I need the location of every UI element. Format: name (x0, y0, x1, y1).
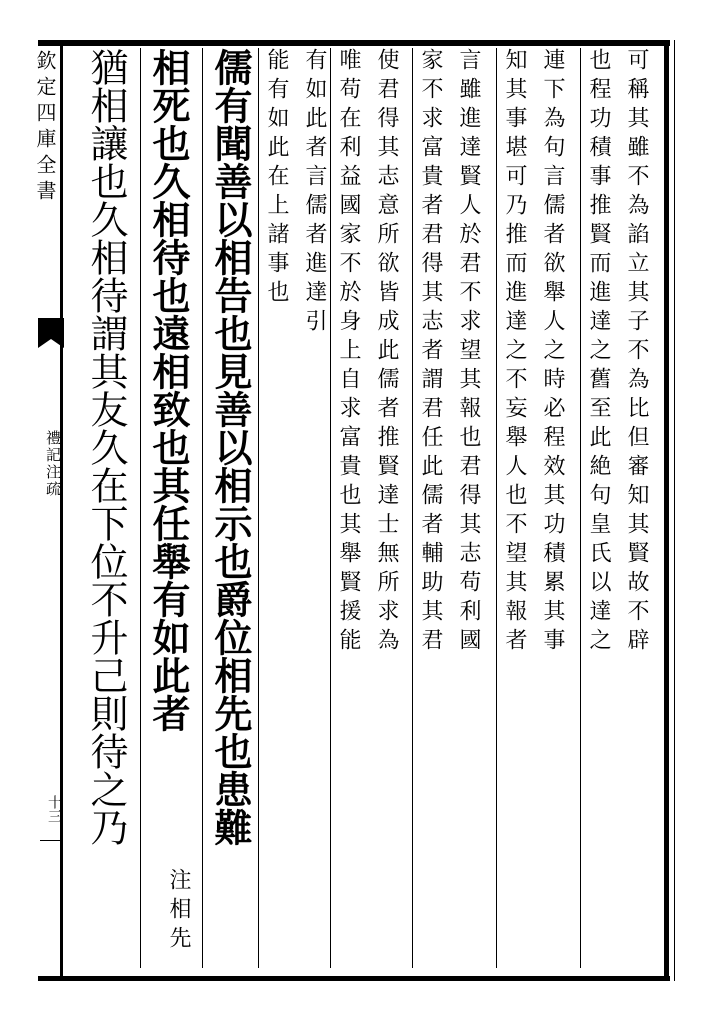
page-number-rule (40, 840, 62, 841)
text-column: 唯苟在利益國家不於身上自求富貴也其舉賢援能 (336, 48, 361, 657)
text-column: 可稱其雖不為諂立其子不為比但審知其賢故不辟 (624, 48, 649, 657)
frame-right-border (664, 40, 669, 981)
text-column: 知其事堪可乃推而進達之不妄舉人也不望其報者 (502, 48, 527, 657)
column-divider (140, 48, 141, 968)
text-column: 也程功積事推賢而進達之舊至此絶句皇氏以達之 (586, 48, 611, 657)
page-number: 十三 (46, 795, 62, 823)
book-title: 欽定四庫全書 (33, 50, 57, 206)
note-marker: 注相先 (166, 868, 191, 955)
column-divider (258, 48, 259, 968)
text-column: 能有如此在上諸事也 (264, 48, 289, 309)
column-divider (412, 48, 413, 968)
main-text-column: 相死也久相待也遠相致也其任舉有如此者 (146, 48, 191, 732)
text-column: 言雖進達賢人於君不求望其報也君得其志苟利國 (456, 48, 481, 657)
column-divider (496, 48, 497, 968)
text-column: 家不求富貴者君得其志者謂君任此儒者輔助其君 (418, 48, 443, 657)
section-title: 禮記注疏 (44, 430, 62, 498)
column-divider (580, 48, 581, 968)
text-column: 使君得其志意所欲皆成此儒者推賢達士無所求為 (374, 48, 399, 657)
text-column: 猶相讓也久相待謂其友久在下位不升己則待之乃 (84, 48, 128, 846)
column-divider (330, 48, 331, 968)
frame-bottom-border (38, 976, 670, 981)
text-column: 連下為句言儒者欲舉人之時必程效其功積累其事 (540, 48, 565, 657)
main-text-column: 儒有聞善以相告也見善以相示也爵位相先也患難 (208, 48, 253, 846)
text-column: 有如此者言儒者進達引 (302, 48, 327, 338)
frame-right-inner-line (674, 40, 675, 981)
column-divider (202, 48, 203, 968)
frame-top-border (38, 40, 670, 46)
